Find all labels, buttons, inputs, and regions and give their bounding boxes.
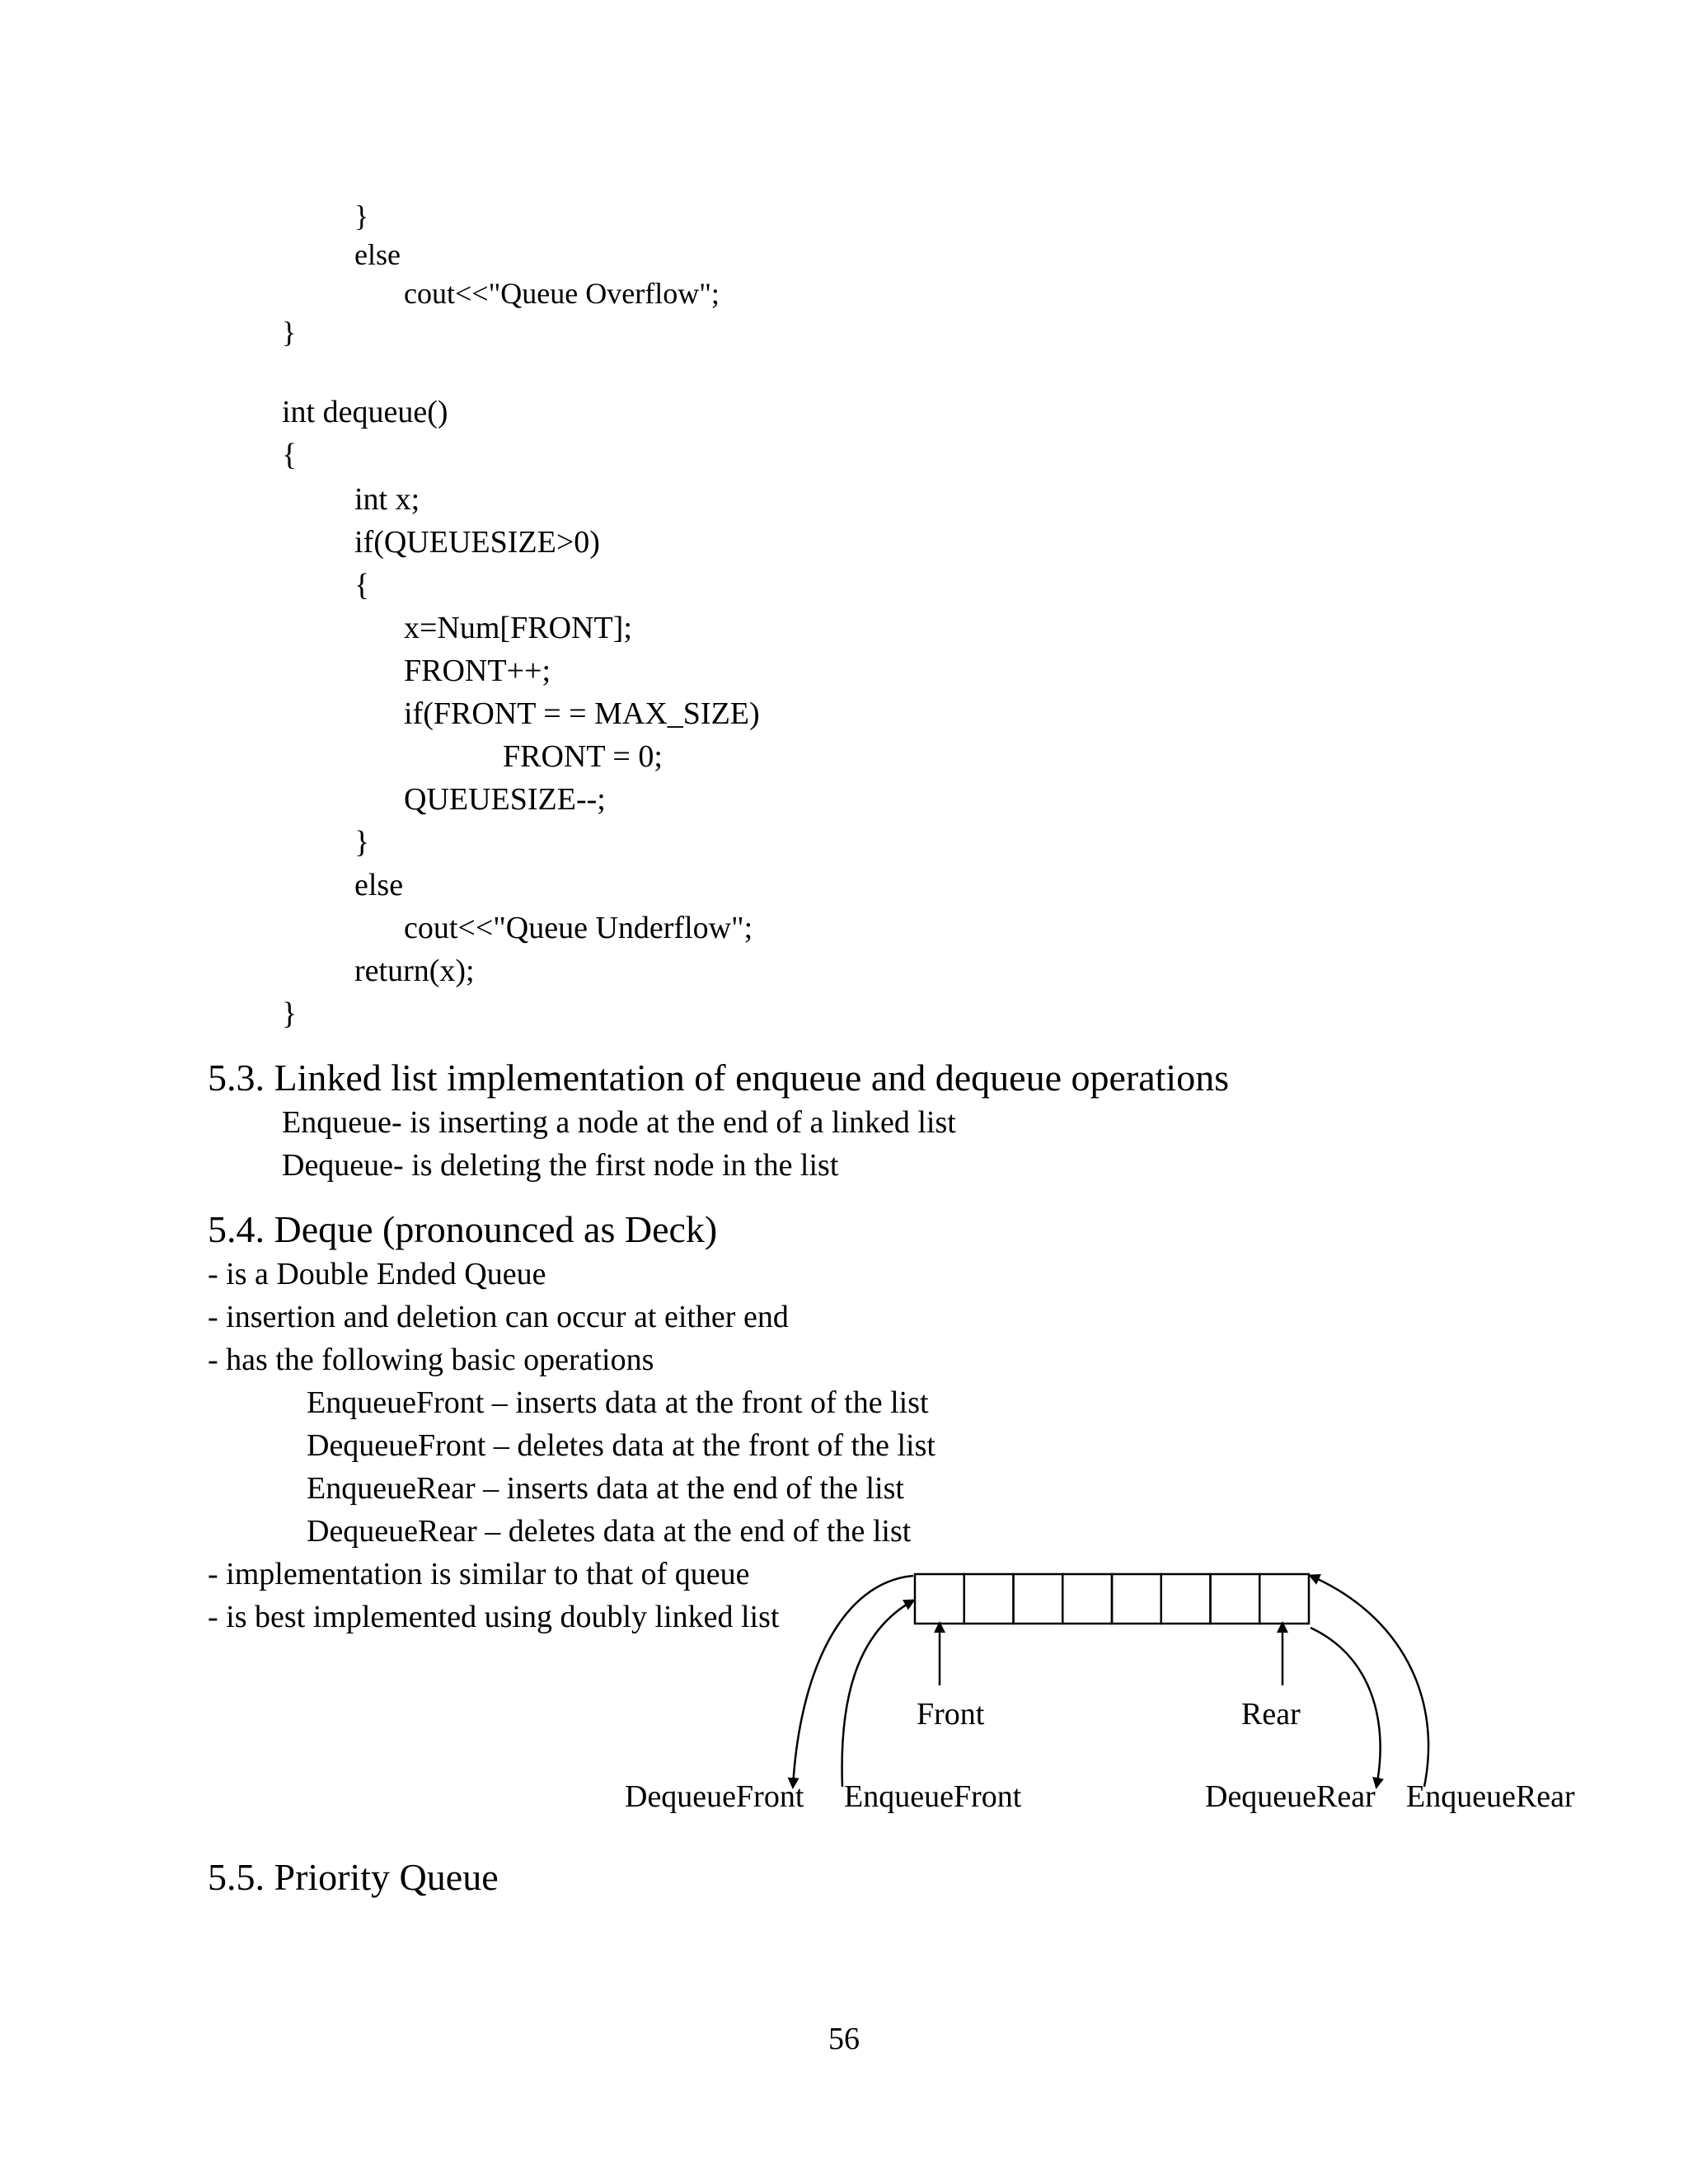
- deque-cell: [1062, 1574, 1112, 1624]
- bullet-line: - insertion and deletion can occur at either end: [208, 1300, 789, 1334]
- code-line: {: [282, 438, 298, 472]
- code-line: if(QUEUESIZE>0): [354, 525, 600, 560]
- dequeue-rear-arrow: [1311, 1628, 1381, 1787]
- operation-line: EnqueueRear – inserts data at the end of the list: [307, 1471, 904, 1506]
- bullet-line: - is a Double Ended Queue: [208, 1257, 546, 1291]
- deque-cell: [1211, 1574, 1260, 1624]
- operation-line: DequeueFront – deletes data at the front of the list: [307, 1428, 935, 1463]
- code-line: }: [354, 825, 370, 860]
- dequeue-rear-label: DequeueRear: [1205, 1779, 1376, 1814]
- code-line: cout<<"Queue Overflow";: [404, 277, 720, 310]
- code-line: }: [282, 996, 298, 1031]
- enqueue-rear-arrow: [1311, 1576, 1428, 1787]
- bullet-line: - is best implemented using doubly linked list: [208, 1600, 780, 1634]
- deque-cell: [964, 1574, 1014, 1624]
- deque-cell: [1259, 1574, 1309, 1624]
- dequeue-front-label: DequeueFront: [625, 1779, 804, 1814]
- section-heading-5-4: 5.4. Deque (pronounced as Deck): [208, 1208, 718, 1250]
- enqueue-rear-label: EnqueueRear: [1406, 1779, 1575, 1814]
- code-line: int dequeue(): [282, 395, 448, 429]
- code-line: return(x);: [354, 954, 475, 988]
- code-line: if(FRONT = = MAX_SIZE): [404, 696, 760, 731]
- code-line: QUEUESIZE--;: [404, 782, 606, 817]
- enqueue-front-arrow: [842, 1601, 913, 1787]
- deque-cell: [915, 1574, 964, 1624]
- code-line: cout<<"Queue Underflow";: [404, 911, 753, 945]
- operation-line: EnqueueFront – inserts data at the front of the list: [307, 1385, 929, 1420]
- code-line: else: [354, 868, 404, 902]
- code-line: x=Num[FRONT];: [404, 611, 632, 645]
- front-label: Front: [917, 1697, 985, 1732]
- body-line: Enqueue- is inserting a node at the end of a linked list: [282, 1105, 956, 1140]
- page-number: 56: [828, 2022, 860, 2056]
- code-line: FRONT++;: [404, 654, 551, 688]
- dequeue-front-arrow: [793, 1576, 913, 1787]
- rear-label: Rear: [1241, 1697, 1301, 1732]
- deque-cell: [1161, 1574, 1211, 1624]
- body-line: Dequeue- is deleting the first node in the list: [282, 1148, 839, 1183]
- bullet-line: - implementation is similar to that of queue: [208, 1557, 750, 1591]
- section-heading-5-5: 5.5. Priority Queue: [208, 1856, 499, 1898]
- section-heading-5-3: 5.3. Linked list implementation of enqueue and dequeue operations: [208, 1057, 1230, 1099]
- code-line: {: [354, 568, 370, 602]
- deque-array: [915, 1574, 1309, 1624]
- code-line: int x;: [354, 482, 420, 517]
- deque-cell: [1014, 1574, 1063, 1624]
- code-line: }: [354, 199, 369, 232]
- operation-line: DequeueRear – deletes data at the end of the list: [307, 1514, 912, 1549]
- code-line: FRONT = 0;: [503, 739, 663, 774]
- deque-cell: [1112, 1574, 1161, 1624]
- enqueue-front-label: EnqueueFront: [844, 1779, 1022, 1814]
- code-line: }: [282, 316, 297, 349]
- bullet-line: - has the following basic operations: [208, 1343, 654, 1377]
- code-line: else: [354, 238, 401, 271]
